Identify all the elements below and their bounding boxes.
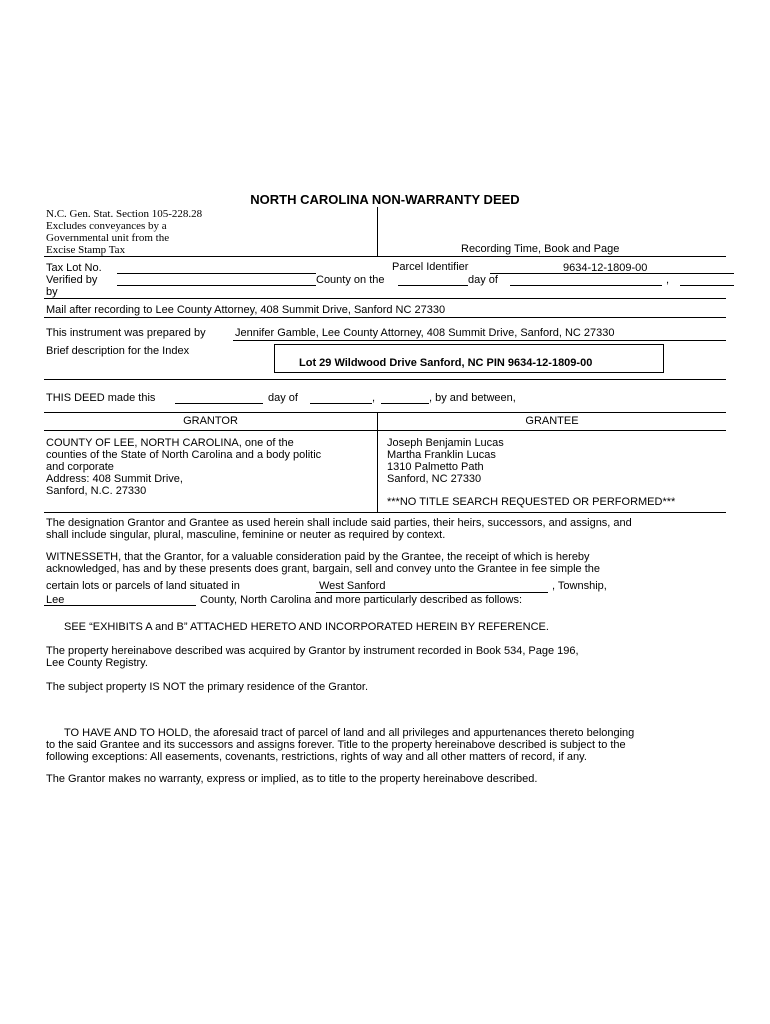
acquired-line-2: Lee County Registry. [46,657,148,669]
year-comma: , [666,274,670,286]
county-value[interactable]: Lee [46,594,65,606]
acquired-line-1: The property hereinabove described was acquired by Grantor by instrument recorded in Book 534, Page 196, [46,645,579,657]
grantee-name-2: Martha Franklin Lucas [387,449,496,461]
verified-by-field[interactable] [117,285,316,286]
exhibits-reference: SEE “EXHIBITS A and B” ATTACHED HERETO AND INCORPORATED HEREIN BY REFERENCE. [64,621,549,633]
witnesseth-line-2: acknowledged, has and by these presents does grant, bargain, sell and convey unto the Grantee in fee simple the [46,563,601,575]
recording-label: Recording Time, Book and Page [461,243,620,255]
statute-line-4: Excise Stamp Tax [46,244,126,256]
deed-year-field[interactable] [381,403,429,404]
parties-bottom-rule [44,512,726,513]
parties-top-rule [44,412,726,413]
by-rule [44,298,726,299]
year-field[interactable] [680,285,734,286]
grantor-header: GRANTOR [183,415,238,427]
designation-line-2: shall include singular, plural, masculine, feminine or neuter as required by context. [46,529,446,541]
mail-to-value[interactable]: Lee County Attorney, 408 Summit Drive, Sanford NC 27330 [155,304,446,316]
month-field[interactable] [510,285,662,286]
parcel-identifier-field [490,273,734,274]
grantor-line-3: and corporate [46,461,114,473]
document-title: NORTH CAROLINA NON-WARRANTY DEED [250,192,520,207]
grantee-header: GRANTEE [525,415,579,427]
designation-line-1: The designation Grantor and Grantee as used herein shall include said parties, their heirs, successors, and assigns, and [46,517,632,529]
grantee-street: 1310 Palmetto Path [387,461,484,473]
brief-rule [44,379,726,380]
residence-statement: The subject property IS NOT the primary residence of the Grantor. [46,681,368,693]
header-rule [44,256,726,257]
witnesseth-line-3: certain lots or parcels of land situated in [46,580,240,592]
county-day-field[interactable] [398,285,468,286]
mail-label-text: Mail after recording to [46,304,153,316]
prepared-by-label: This instrument was prepared by [46,327,206,339]
deed-comma: , [372,392,376,404]
grantee-name-1: Joseph Benjamin Lucas [387,437,504,449]
grantee-city: Sanford, NC 27330 [387,473,482,485]
witnesseth-line-1: WITNESSETH, that the Grantor, for a valuable consideration paid by the Grantee, the receipt of which is hereby [46,551,590,563]
verified-by-label: Verified by [46,274,98,286]
by-and-between-label: , by and between, [429,392,516,404]
statute-divider [377,207,378,256]
statute-line-3: Governmental unit from the [46,232,170,244]
habendum-line-3: following exceptions: All easements, covenants, restrictions, rights of way and all other matters of record, if any. [46,751,587,763]
by-label: by [46,286,58,298]
brief-description-label: Brief description for the Index [46,345,190,357]
title-search-note: ***NO TITLE SEARCH REQUESTED OR PERFORMED*** [387,496,676,508]
statute-line-1: N.C. Gen. Stat. Section 105-228.28 [46,208,203,220]
statute-line-2: Excludes conveyances by a [46,220,167,232]
tax-lot-label: Tax Lot No. [46,262,102,274]
prepared-by-value[interactable]: Jennifer Gamble, Lee County Attorney, 408 Summit Drive, Sanford, NC 27330 [235,327,615,339]
grantor-line-1: COUNTY OF LEE, NORTH CAROLINA, one of the [46,437,294,449]
parcel-identifier-label: Parcel Identifier [392,261,469,273]
mail-rule [44,317,726,318]
grantor-address: Address: 408 Summit Drive, [46,473,183,485]
deed-day-of-label: day of [268,392,298,404]
township-value[interactable]: West Sanford [319,580,386,592]
township-suffix: , Township, [552,580,607,592]
mail-after-recording-label [46,304,445,317]
deed-day-field[interactable] [175,403,263,404]
parcel-identifier-value[interactable]: 9634-12-1809-00 [563,262,648,274]
parties-header-rule [44,430,726,431]
parties-divider [377,412,378,512]
habendum-line-2: to the said Grantee and its successors and assigns forever. Title to the property hereinabove described is subject to the [46,739,626,751]
county-field [44,605,196,606]
deed-month-field[interactable] [310,403,372,404]
prepared-by-field [233,340,726,341]
county-suffix: County, North Carolina and more particularly described as follows: [200,594,522,606]
county-on-label: County on the [316,274,385,286]
habendum-line-1: TO HAVE AND TO HOLD, the aforesaid tract of parcel of land and all privileges and appurtenances thereto belonging [64,727,635,739]
day-of-label: day of [468,274,498,286]
tax-lot-field[interactable] [117,273,316,274]
grantor-city: Sanford, N.C. 27330 [46,485,147,497]
grantor-line-2: counties of the State of North Carolina and a body politic [46,449,322,461]
no-warranty-statement: The Grantor makes no warranty, express or implied, as to title to the property hereinabove described. [46,773,538,785]
township-field [316,592,548,593]
deed-made-label: THIS DEED made this [46,392,156,404]
brief-description-value: Lot 29 Wildwood Drive Sanford, NC PIN 9634-12-1809-00 [299,357,593,369]
